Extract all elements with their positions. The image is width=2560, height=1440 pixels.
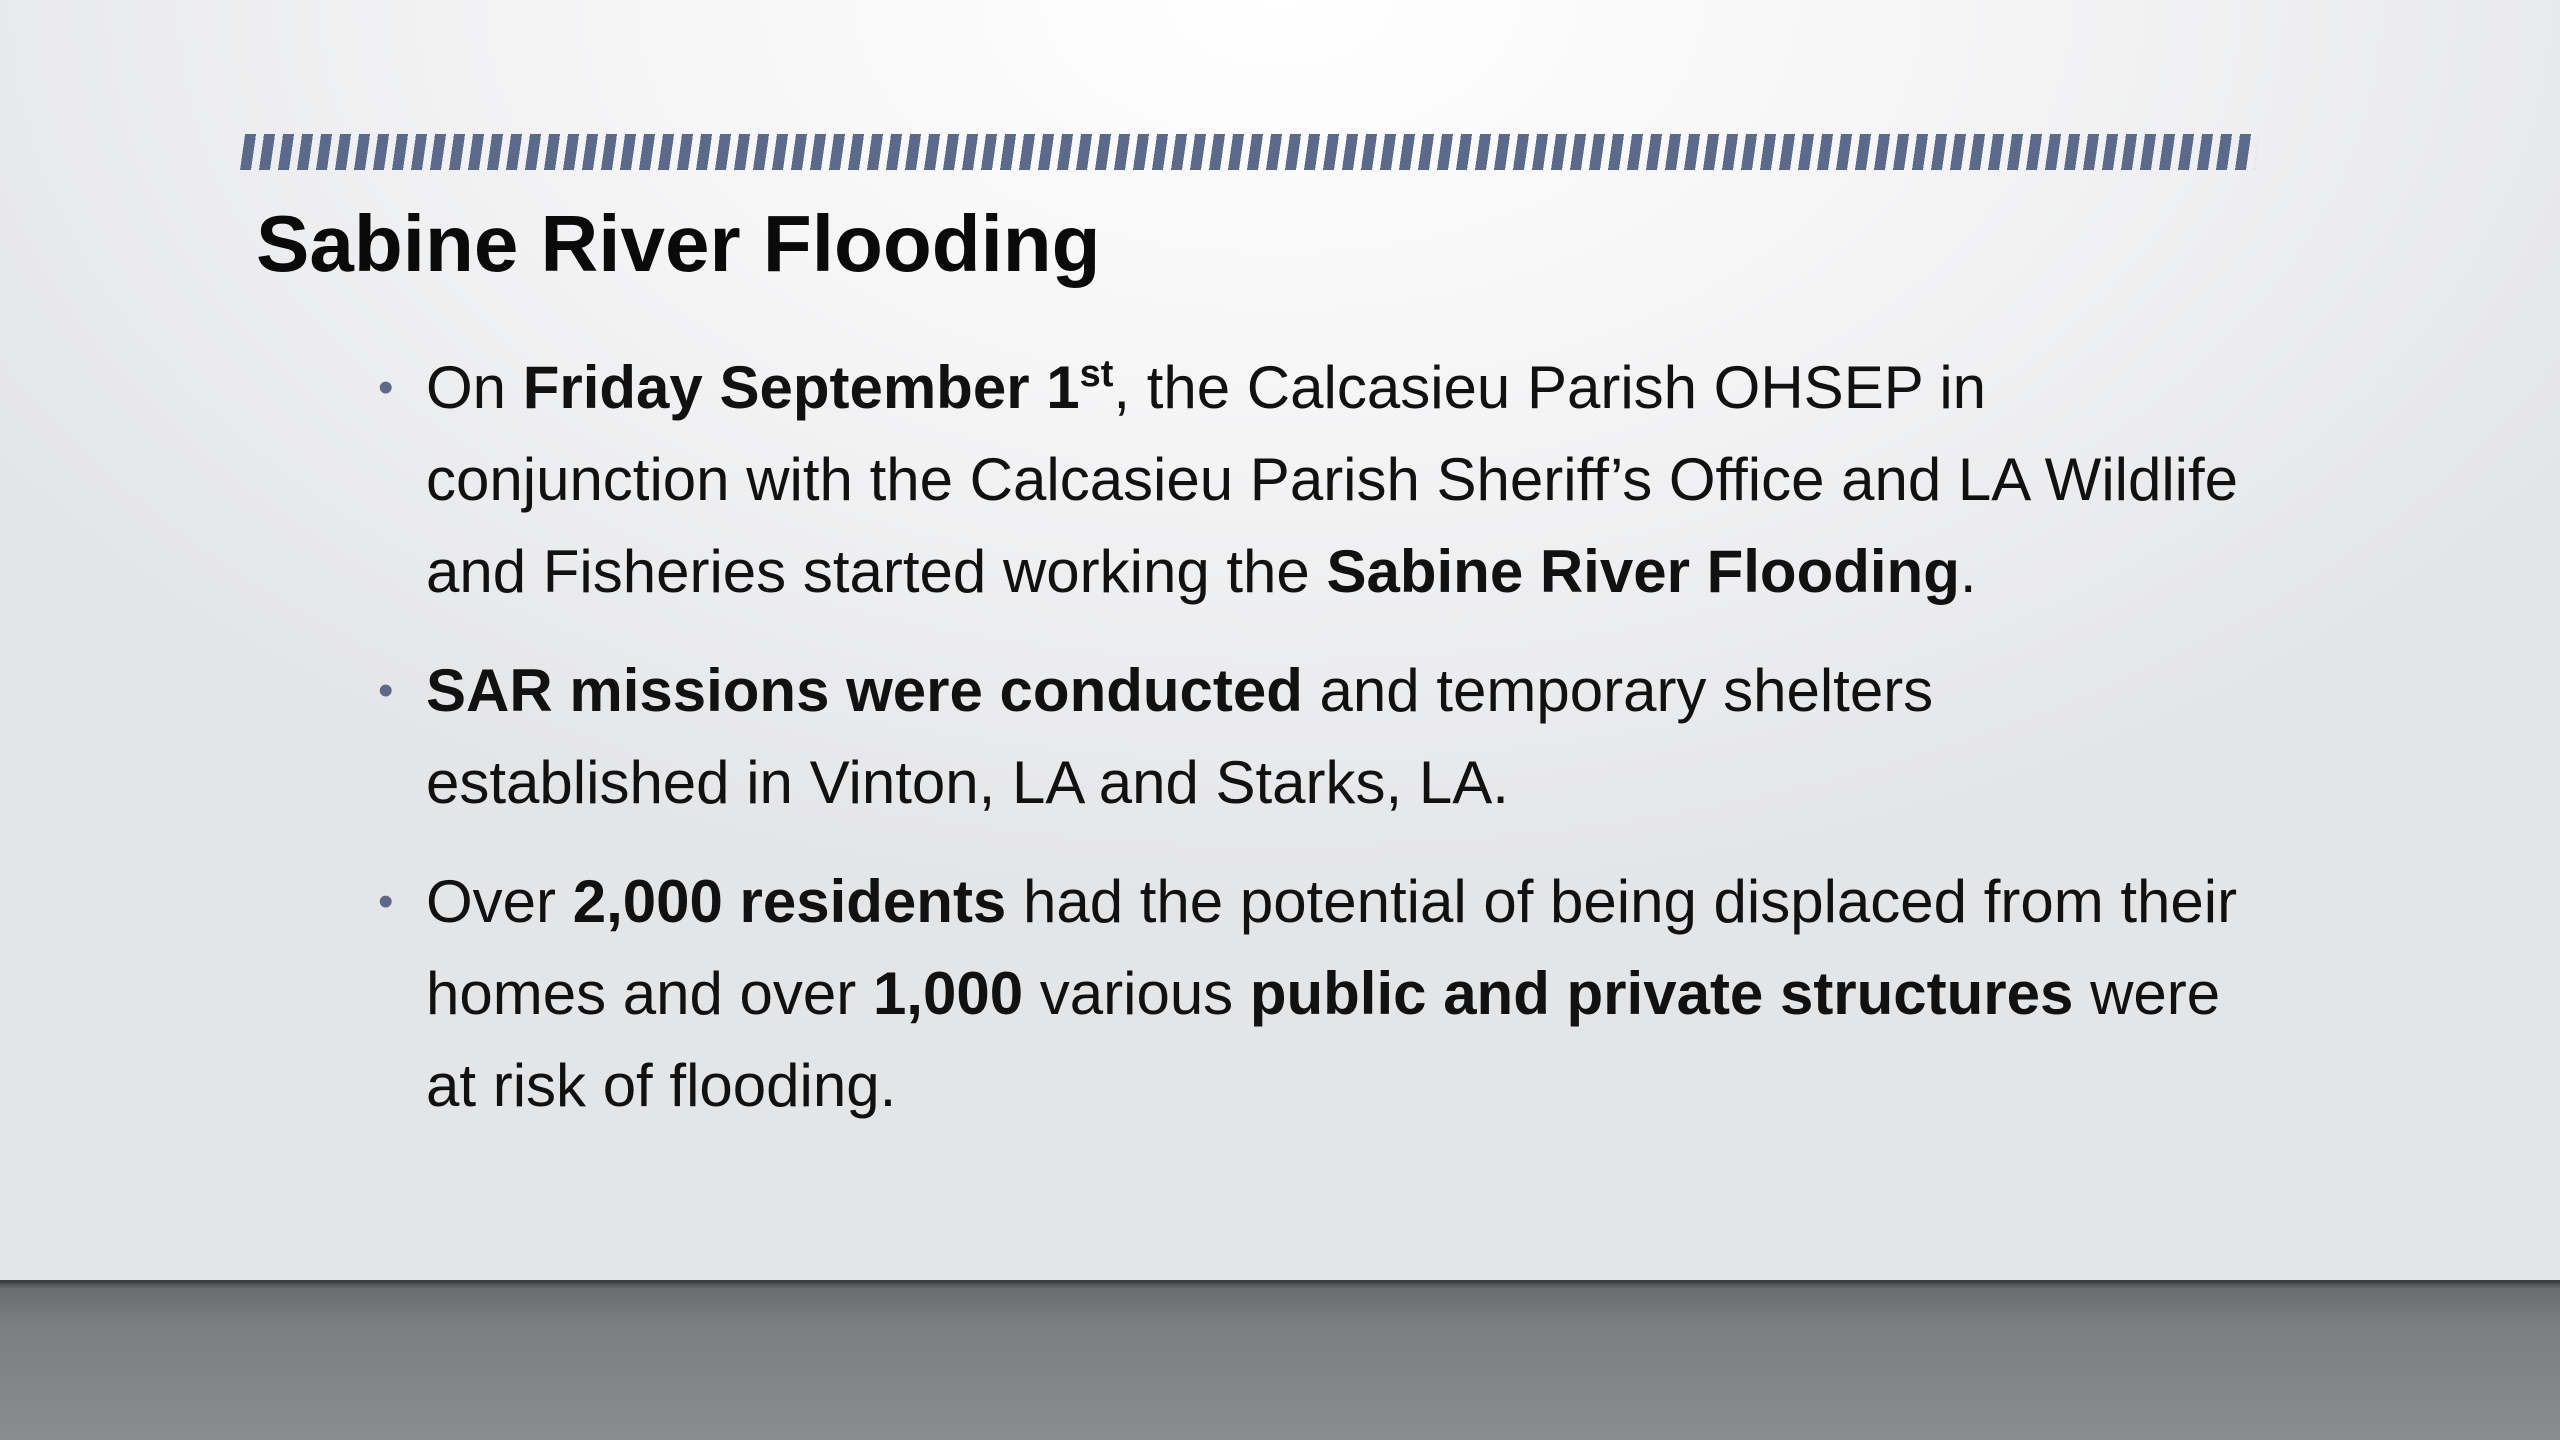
- bullet-dot-icon: •: [378, 877, 394, 926]
- bullet-list: [378, 342, 2248, 1159]
- bullet-segment: Over: [426, 868, 573, 935]
- bullet-dot-icon: •: [378, 363, 394, 412]
- decorative-stripe-bar: [240, 134, 2259, 170]
- bullet-segment: had the potential of being displaced from their homes and over: [426, 868, 2238, 1027]
- bullet-segment: were at risk of flooding.: [426, 960, 2221, 1119]
- bullet-segment-bold: 1,000: [872, 960, 1024, 1027]
- bullet-segment-bold: Friday September 1: [522, 354, 1080, 421]
- bullet-segment: various: [1023, 960, 1250, 1027]
- bullet-segment-bold: SAR missions were conducted: [426, 657, 1303, 724]
- bullet-item: [378, 856, 2248, 1132]
- bullet-segment: and temporary shelters established in Vinton, LA and Starks, LA.: [426, 657, 1934, 816]
- bullet-item: [378, 645, 2248, 829]
- bullet-segment-superscript: st: [1079, 353, 1114, 395]
- slide-title: Sabine River Flooding: [256, 199, 1101, 288]
- bullet-segment: .: [1959, 538, 1977, 605]
- bullet-text: [426, 856, 2248, 1132]
- bullet-dot-icon: •: [378, 666, 394, 715]
- decorative-floor: [0, 1283, 2560, 1440]
- bullet-segment: , the Calcasieu Parish OHSEP in conjunction with the Calcasieu Parish Sheriff’s Office and LA Wildlife and Fisheries started working the: [426, 354, 2239, 605]
- bullet-text: [426, 645, 2248, 829]
- bullet-segment-bold: Sabine River Flooding: [1326, 538, 1960, 605]
- bullet-segment-bold: public and private structures: [1249, 960, 2074, 1027]
- bullet-text: [426, 342, 2248, 618]
- bullet-segment-bold: 2,000 residents: [572, 868, 1007, 935]
- bullet-segment: On: [426, 354, 523, 421]
- bullet-item: [378, 342, 2248, 618]
